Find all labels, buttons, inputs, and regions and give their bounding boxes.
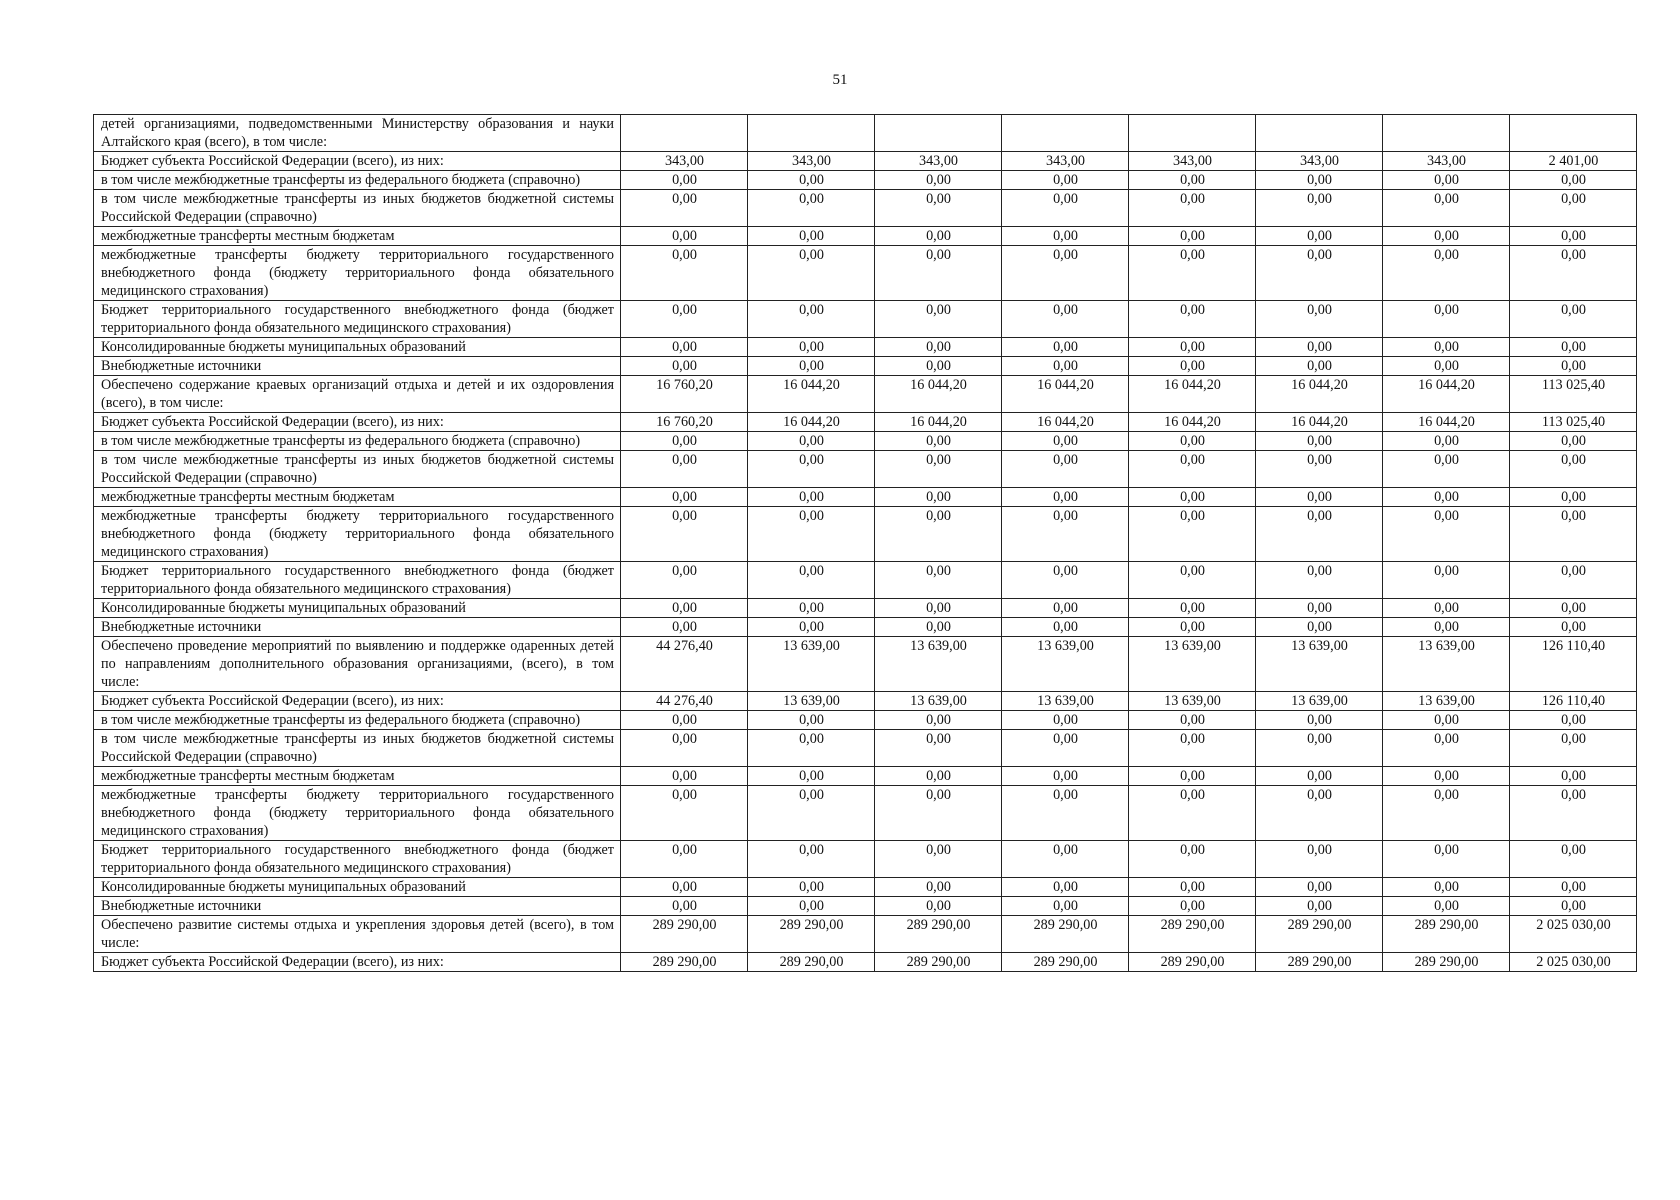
table-row [94,357,1637,376]
row-value-cell: 0,00 [875,488,1002,507]
row-value-cell: 0,00 [1256,301,1383,338]
table-row [94,599,1637,618]
row-value-cell: 13 639,00 [1256,692,1383,711]
row-value-cell: 0,00 [621,432,748,451]
row-value-cell: 0,00 [621,897,748,916]
row-value-cell: 0,00 [1383,357,1510,376]
row-value-cell: 289 290,00 [748,916,875,953]
row-value-cell: 0,00 [748,841,875,878]
row-value-cell: 289 290,00 [1002,953,1129,972]
row-value-cell: 13 639,00 [748,692,875,711]
row-value-cell: 0,00 [1256,618,1383,637]
row-value-cell: 0,00 [1002,171,1129,190]
row-label: межбюджетные трансферты местным бюджетам [94,767,621,786]
table-row [94,786,1637,841]
row-value-cell: 0,00 [1129,711,1256,730]
row-label: межбюджетные трансферты местным бюджетам [94,488,621,507]
row-value-cell: 0,00 [1129,730,1256,767]
row-total-cell: 0,00 [1510,338,1637,357]
row-value-cell: 0,00 [1129,767,1256,786]
row-value-cell: 0,00 [875,878,1002,897]
row-value-cell: 0,00 [748,246,875,301]
row-value-cell: 0,00 [621,301,748,338]
row-value-cell: 0,00 [1002,488,1129,507]
row-value-cell: 0,00 [1002,432,1129,451]
table-row [94,692,1637,711]
row-total-cell: 0,00 [1510,711,1637,730]
row-value-cell: 0,00 [1002,767,1129,786]
row-value-cell: 289 290,00 [1383,953,1510,972]
row-value-cell: 0,00 [875,451,1002,488]
row-value-cell: 0,00 [1129,338,1256,357]
row-value-cell: 343,00 [1256,152,1383,171]
row-value-cell: 289 290,00 [875,916,1002,953]
row-total-cell: 0,00 [1510,451,1637,488]
row-value-cell: 0,00 [1383,897,1510,916]
row-value-cell: 0,00 [1383,711,1510,730]
row-value-cell: 289 290,00 [621,916,748,953]
row-value-cell: 44 276,40 [621,637,748,692]
row-value-cell: 0,00 [875,841,1002,878]
row-total-cell: 2 025 030,00 [1510,953,1637,972]
table-row [94,338,1637,357]
row-value-cell: 0,00 [748,488,875,507]
row-label: в том числе межбюджетные трансферты из иных бюджетов бюджетной системы Российской Федерации (справочно) [94,190,621,227]
row-total-cell: 113 025,40 [1510,376,1637,413]
page-number: 51 [832,72,848,88]
row-total-cell: 0,00 [1510,301,1637,338]
row-total-cell: 126 110,40 [1510,637,1637,692]
row-total-cell: 0,00 [1510,190,1637,227]
row-label: Бюджет субъекта Российской Федерации (всего), из них: [94,953,621,972]
row-value-cell: 0,00 [621,786,748,841]
row-value-cell: 0,00 [748,190,875,227]
row-total-cell: 0,00 [1510,227,1637,246]
table-row [94,227,1637,246]
row-label: Внебюджетные источники [94,897,621,916]
row-value-cell: 0,00 [748,599,875,618]
budget-table [93,114,1637,972]
table-row [94,916,1637,953]
row-value-cell: 0,00 [875,338,1002,357]
row-value-cell: 0,00 [748,171,875,190]
table-row [94,730,1637,767]
row-value-cell: 0,00 [748,730,875,767]
row-value-cell: 0,00 [1002,190,1129,227]
row-value-cell: 0,00 [1256,507,1383,562]
row-value-cell: 0,00 [748,227,875,246]
row-value-cell: 0,00 [621,171,748,190]
row-value-cell: 289 290,00 [621,953,748,972]
row-value-cell: 0,00 [1256,562,1383,599]
row-total-cell: 0,00 [1510,507,1637,562]
row-value-cell: 13 639,00 [1129,637,1256,692]
row-label: в том числе межбюджетные трансферты из иных бюджетов бюджетной системы Российской Федерации (справочно) [94,451,621,488]
row-value-cell: 16 044,20 [1383,413,1510,432]
row-total-cell: 2 401,00 [1510,152,1637,171]
row-value-cell: 0,00 [1002,730,1129,767]
row-value-cell: 0,00 [875,711,1002,730]
row-value-cell: 0,00 [748,767,875,786]
row-value-cell: 0,00 [1383,562,1510,599]
row-value-cell: 0,00 [1256,878,1383,897]
row-label: межбюджетные трансферты бюджету территориального государственного внебюджетного фонда (бюджету территориального фонда обязательного медицинского страхования) [94,507,621,562]
row-value-cell: 0,00 [875,171,1002,190]
row-value-cell: 0,00 [1383,432,1510,451]
row-value-cell: 13 639,00 [1129,692,1256,711]
row-label: Бюджет субъекта Российской Федерации (всего), из них: [94,413,621,432]
table-row [94,841,1637,878]
row-value-cell: 0,00 [1129,451,1256,488]
row-value-cell: 0,00 [1129,301,1256,338]
row-total-cell: 0,00 [1510,878,1637,897]
table-row [94,897,1637,916]
row-label: в том числе межбюджетные трансферты из иных бюджетов бюджетной системы Российской Федерации (справочно) [94,730,621,767]
row-value-cell: 0,00 [621,599,748,618]
row-value-cell: 0,00 [1256,488,1383,507]
table-row [94,171,1637,190]
table-row [94,711,1637,730]
table-row [94,488,1637,507]
row-value-cell: 0,00 [748,432,875,451]
row-value-cell: 44 276,40 [621,692,748,711]
row-value-cell: 0,00 [1002,599,1129,618]
row-value-cell: 0,00 [748,338,875,357]
row-label: Обеспечено содержание краевых организаций отдыха и детей и их оздоровления (всего), в том числе: [94,376,621,413]
row-value-cell: 0,00 [1129,618,1256,637]
table-row [94,376,1637,413]
row-value-cell [875,115,1002,152]
row-value-cell: 0,00 [875,190,1002,227]
row-value-cell: 0,00 [1383,451,1510,488]
table-row [94,246,1637,301]
table-row [94,507,1637,562]
row-label: Консолидированные бюджеты муниципальных образований [94,338,621,357]
row-value-cell: 0,00 [875,301,1002,338]
row-value-cell: 289 290,00 [875,953,1002,972]
row-value-cell: 0,00 [621,730,748,767]
row-value-cell: 13 639,00 [1002,692,1129,711]
table-row [94,562,1637,599]
row-value-cell [1256,115,1383,152]
row-value-cell: 0,00 [875,507,1002,562]
row-value-cell: 343,00 [1383,152,1510,171]
row-value-cell: 13 639,00 [875,692,1002,711]
table-row [94,432,1637,451]
row-value-cell: 0,00 [1383,786,1510,841]
row-value-cell: 0,00 [1129,357,1256,376]
row-value-cell: 0,00 [621,562,748,599]
row-total-cell: 0,00 [1510,786,1637,841]
row-value-cell: 0,00 [1129,227,1256,246]
row-total-cell [1510,115,1637,152]
row-value-cell: 0,00 [875,897,1002,916]
row-value-cell: 0,00 [875,730,1002,767]
row-value-cell: 0,00 [1129,878,1256,897]
row-value-cell: 16 044,20 [1129,413,1256,432]
row-label: Бюджет территориального государственного внебюджетного фонда (бюджет территориального фонда обязательного медицинского страхования) [94,301,621,338]
row-value-cell: 0,00 [1129,432,1256,451]
row-value-cell: 0,00 [1256,432,1383,451]
row-value-cell: 0,00 [621,190,748,227]
row-total-cell: 0,00 [1510,488,1637,507]
row-value-cell: 0,00 [1383,878,1510,897]
row-value-cell: 0,00 [1256,227,1383,246]
row-value-cell: 0,00 [1002,897,1129,916]
row-value-cell: 343,00 [1002,152,1129,171]
row-value-cell: 16 044,20 [1256,413,1383,432]
row-value-cell: 0,00 [1002,301,1129,338]
row-value-cell: 13 639,00 [1383,692,1510,711]
row-value-cell: 0,00 [875,618,1002,637]
row-value-cell: 0,00 [1002,786,1129,841]
row-value-cell: 289 290,00 [1256,916,1383,953]
row-label: в том числе межбюджетные трансферты из федерального бюджета (справочно) [94,711,621,730]
row-total-cell: 0,00 [1510,357,1637,376]
row-value-cell: 0,00 [621,246,748,301]
row-value-cell: 0,00 [1383,599,1510,618]
table-row [94,115,1637,152]
table-row [94,152,1637,171]
row-value-cell: 13 639,00 [1383,637,1510,692]
row-value-cell: 16 044,20 [748,376,875,413]
row-value-cell: 0,00 [1383,841,1510,878]
row-total-cell: 0,00 [1510,171,1637,190]
row-value-cell: 0,00 [1383,246,1510,301]
row-label: Бюджет территориального государственного внебюджетного фонда (бюджет территориального фонда обязательного медицинского страхования) [94,841,621,878]
row-value-cell: 0,00 [1256,190,1383,227]
row-value-cell: 0,00 [1256,451,1383,488]
row-value-cell: 0,00 [748,897,875,916]
row-value-cell: 13 639,00 [1256,637,1383,692]
row-value-cell: 0,00 [748,451,875,488]
row-value-cell [748,115,875,152]
row-value-cell: 0,00 [1256,730,1383,767]
row-value-cell: 0,00 [1256,786,1383,841]
row-value-cell: 0,00 [1129,562,1256,599]
row-value-cell: 343,00 [875,152,1002,171]
row-value-cell: 16 044,20 [875,376,1002,413]
row-value-cell: 0,00 [875,786,1002,841]
row-label: межбюджетные трансферты местным бюджетам [94,227,621,246]
budget-table-body [94,115,1637,972]
row-value-cell: 0,00 [621,618,748,637]
row-value-cell: 343,00 [1129,152,1256,171]
row-value-cell: 0,00 [748,507,875,562]
row-value-cell: 0,00 [875,562,1002,599]
row-value-cell: 13 639,00 [1002,637,1129,692]
row-value-cell: 0,00 [1129,507,1256,562]
row-total-cell: 0,00 [1510,618,1637,637]
row-value-cell: 16 044,20 [748,413,875,432]
row-value-cell: 0,00 [1256,246,1383,301]
row-value-cell: 0,00 [748,711,875,730]
table-row [94,451,1637,488]
row-value-cell: 289 290,00 [1129,953,1256,972]
row-value-cell: 0,00 [1002,227,1129,246]
row-value-cell: 0,00 [621,841,748,878]
row-label: Обеспечено развитие системы отдыха и укрепления здоровья детей (всего), в том числе: [94,916,621,953]
row-value-cell: 0,00 [748,878,875,897]
row-value-cell: 0,00 [621,878,748,897]
row-value-cell: 0,00 [1383,190,1510,227]
row-value-cell: 0,00 [1383,730,1510,767]
row-value-cell: 0,00 [1129,599,1256,618]
row-total-cell: 0,00 [1510,730,1637,767]
row-value-cell: 0,00 [1383,171,1510,190]
row-value-cell: 0,00 [748,357,875,376]
row-value-cell: 0,00 [875,767,1002,786]
row-value-cell: 0,00 [1129,786,1256,841]
row-value-cell: 0,00 [1256,767,1383,786]
row-value-cell: 0,00 [875,432,1002,451]
row-value-cell: 16 044,20 [1256,376,1383,413]
row-value-cell: 0,00 [748,618,875,637]
row-value-cell: 0,00 [1002,451,1129,488]
row-value-cell: 0,00 [1002,246,1129,301]
table-row [94,878,1637,897]
row-value-cell: 0,00 [1002,841,1129,878]
row-value-cell: 13 639,00 [748,637,875,692]
row-value-cell: 0,00 [1256,171,1383,190]
row-label: Консолидированные бюджеты муниципальных образований [94,599,621,618]
row-value-cell: 16 760,20 [621,413,748,432]
row-value-cell: 0,00 [1129,190,1256,227]
row-value-cell: 0,00 [1002,878,1129,897]
table-row [94,618,1637,637]
row-value-cell: 0,00 [1129,246,1256,301]
row-label: Консолидированные бюджеты муниципальных образований [94,878,621,897]
row-label: Бюджет субъекта Российской Федерации (всего), из них: [94,692,621,711]
row-total-cell: 0,00 [1510,599,1637,618]
table-row [94,413,1637,432]
row-value-cell: 343,00 [748,152,875,171]
row-total-cell: 0,00 [1510,246,1637,301]
row-value-cell: 0,00 [1002,338,1129,357]
row-label: Обеспечено проведение мероприятий по выявлению и поддержке одаренных детей по направлениям дополнительного образования организациями, (всего), в том числе: [94,637,621,692]
row-value-cell: 0,00 [1002,562,1129,599]
row-label: Бюджет субъекта Российской Федерации (всего), из них: [94,152,621,171]
row-value-cell: 0,00 [1383,618,1510,637]
row-value-cell: 0,00 [621,357,748,376]
row-value-cell: 289 290,00 [1256,953,1383,972]
row-value-cell: 0,00 [1383,338,1510,357]
row-value-cell: 0,00 [1383,767,1510,786]
row-value-cell: 0,00 [1256,338,1383,357]
row-value-cell: 0,00 [621,711,748,730]
row-value-cell: 0,00 [1256,711,1383,730]
row-total-cell: 2 025 030,00 [1510,916,1637,953]
row-value-cell: 0,00 [875,357,1002,376]
table-row [94,190,1637,227]
row-value-cell: 0,00 [621,767,748,786]
row-value-cell: 0,00 [1129,488,1256,507]
row-value-cell: 0,00 [748,786,875,841]
row-value-cell: 16 760,20 [621,376,748,413]
row-value-cell: 0,00 [748,301,875,338]
row-value-cell: 0,00 [1002,507,1129,562]
row-value-cell: 16 044,20 [1383,376,1510,413]
row-label: Внебюджетные источники [94,618,621,637]
row-value-cell: 0,00 [621,451,748,488]
row-value-cell: 0,00 [1383,507,1510,562]
row-value-cell: 0,00 [621,227,748,246]
row-value-cell: 0,00 [748,562,875,599]
row-value-cell: 0,00 [1383,488,1510,507]
row-label: в том числе межбюджетные трансферты из федерального бюджета (справочно) [94,432,621,451]
row-value-cell: 0,00 [1256,357,1383,376]
row-value-cell: 343,00 [621,152,748,171]
row-total-cell: 0,00 [1510,841,1637,878]
row-value-cell: 289 290,00 [1129,916,1256,953]
row-value-cell [1002,115,1129,152]
table-row [94,953,1637,972]
row-label: межбюджетные трансферты бюджету территориального государственного внебюджетного фонда (бюджету территориального фонда обязательного медицинского страхования) [94,786,621,841]
row-value-cell: 0,00 [621,488,748,507]
row-label: межбюджетные трансферты бюджету территориального государственного внебюджетного фонда (бюджету территориального фонда обязательного медицинского страхования) [94,246,621,301]
row-total-cell: 0,00 [1510,432,1637,451]
table-row [94,301,1637,338]
table-row [94,637,1637,692]
row-value-cell: 0,00 [621,507,748,562]
row-value-cell: 0,00 [1129,897,1256,916]
row-value-cell: 13 639,00 [875,637,1002,692]
row-value-cell: 0,00 [1002,618,1129,637]
row-value-cell: 0,00 [621,338,748,357]
row-value-cell [621,115,748,152]
row-value-cell: 0,00 [1256,897,1383,916]
row-value-cell: 289 290,00 [1002,916,1129,953]
row-value-cell [1129,115,1256,152]
row-value-cell: 0,00 [1256,841,1383,878]
row-value-cell: 0,00 [1256,599,1383,618]
row-total-cell: 0,00 [1510,562,1637,599]
row-value-cell: 0,00 [1129,171,1256,190]
row-label: в том числе межбюджетные трансферты из федерального бюджета (справочно) [94,171,621,190]
row-total-cell: 0,00 [1510,897,1637,916]
row-value-cell: 0,00 [875,599,1002,618]
row-total-cell: 0,00 [1510,767,1637,786]
row-value-cell: 0,00 [1002,711,1129,730]
row-value-cell: 289 290,00 [1383,916,1510,953]
row-value-cell: 0,00 [875,227,1002,246]
row-value-cell: 289 290,00 [748,953,875,972]
row-value-cell: 0,00 [1383,301,1510,338]
row-label: детей организациями, подведомственными Министерству образования и науки Алтайского края (всего), в том числе: [94,115,621,152]
row-label: Бюджет территориального государственного внебюджетного фонда (бюджет территориального фонда обязательного медицинского страхования) [94,562,621,599]
row-total-cell: 126 110,40 [1510,692,1637,711]
row-value-cell: 0,00 [1002,357,1129,376]
row-total-cell: 113 025,40 [1510,413,1637,432]
row-value-cell: 16 044,20 [1002,413,1129,432]
row-label: Внебюджетные источники [94,357,621,376]
row-value-cell [1383,115,1510,152]
table-row [94,767,1637,786]
row-value-cell: 16 044,20 [875,413,1002,432]
row-value-cell: 0,00 [1129,841,1256,878]
row-value-cell: 0,00 [1383,227,1510,246]
row-value-cell: 0,00 [875,246,1002,301]
row-value-cell: 16 044,20 [1002,376,1129,413]
row-value-cell: 16 044,20 [1129,376,1256,413]
